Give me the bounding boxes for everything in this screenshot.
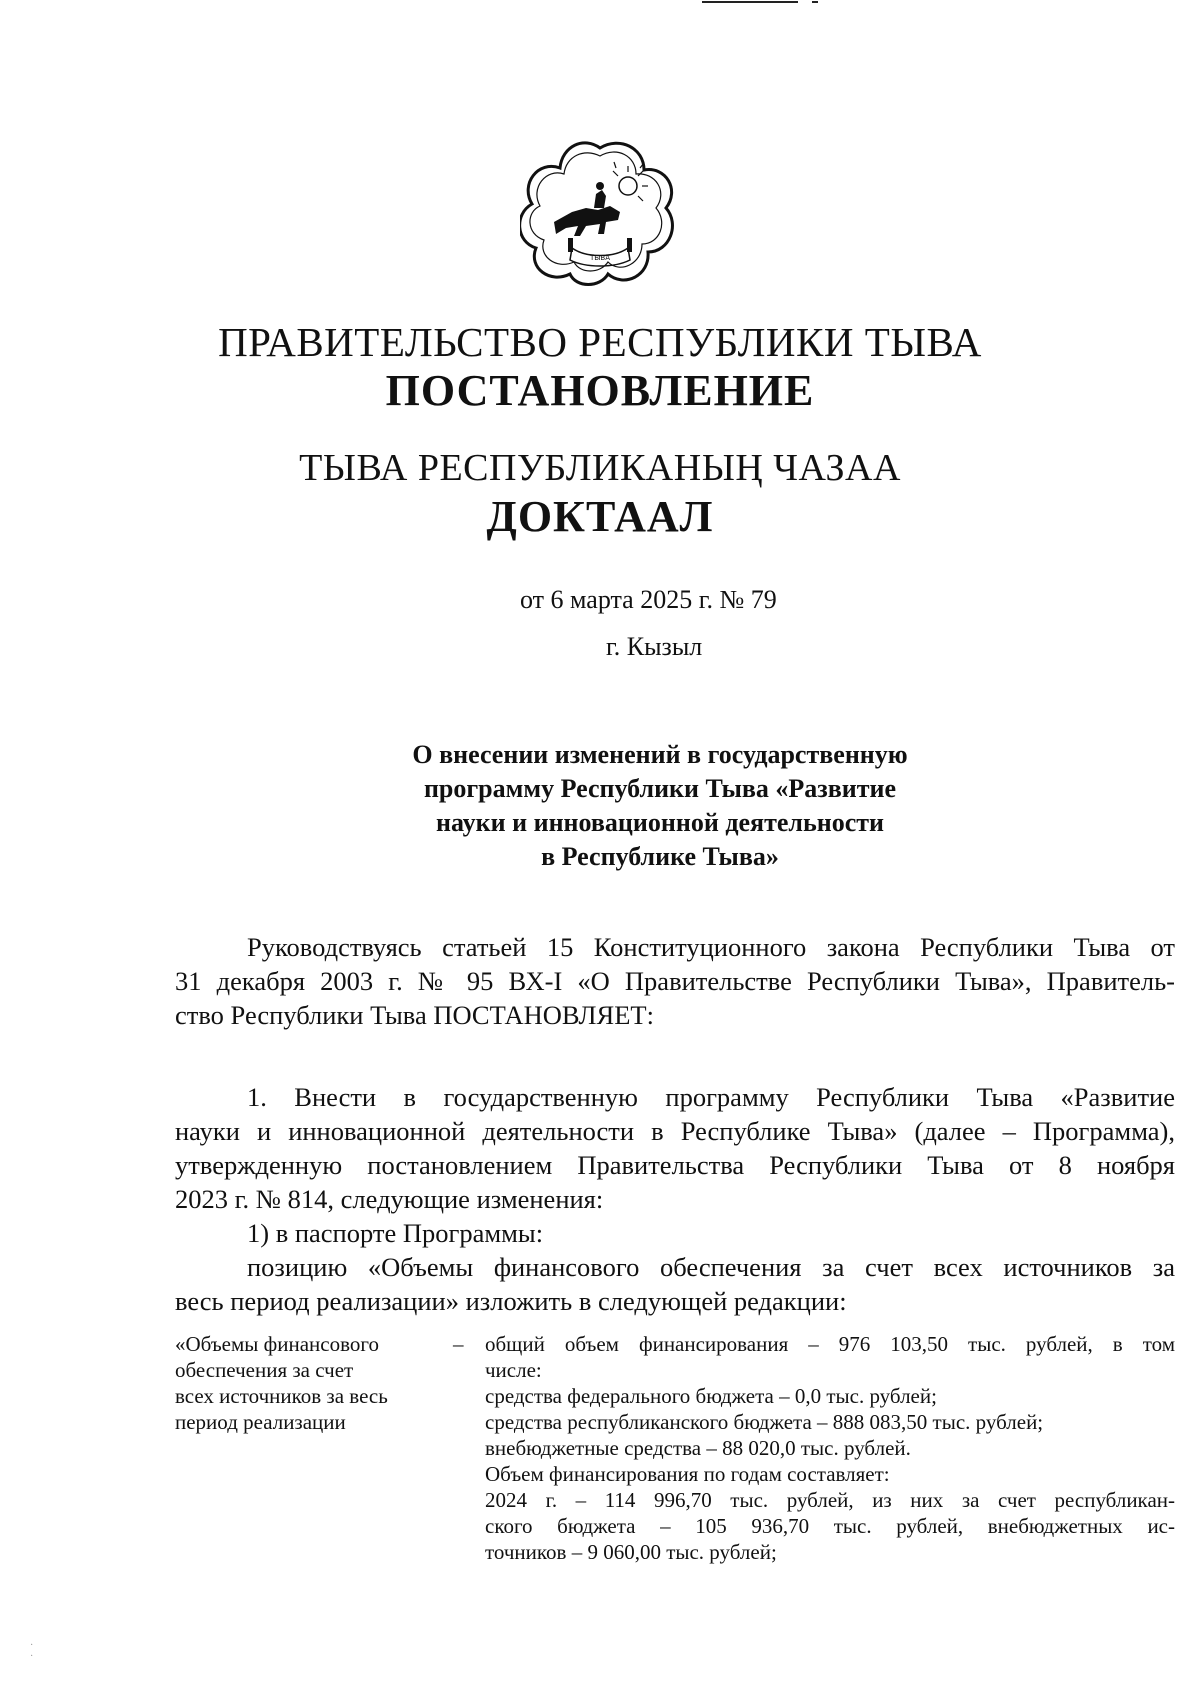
item-1-paragraph bbox=[175, 1080, 1175, 1318]
doc-type: ПОСТАНОВЛЕНИЕ bbox=[385, 366, 815, 415]
value-line: 2024 г. – 114 996,70 тыс. рублей, из них за счет республикан- bbox=[485, 1488, 1175, 1512]
value-line: числе: bbox=[485, 1358, 542, 1382]
value-line: ского бюджета – 105 936,70 тыс. рублей, внебюджетных ис- bbox=[485, 1514, 1175, 1538]
value-line: общий объем финансирования – 976 103,50 тыс. рублей, в том bbox=[485, 1332, 1175, 1356]
doc-type-tyvan: ДОКТААЛ bbox=[486, 492, 714, 541]
paragraph-line: позицию «Объемы финансового обеспечения за счет всех источников за bbox=[247, 1252, 1175, 1282]
subject-line: науки и инновационной деятельности bbox=[435, 808, 885, 837]
paragraph-line: Руководствуясь статьей 15 Конституционного закона Республики Тыва от bbox=[247, 932, 1175, 962]
passport-dash: – bbox=[453, 1332, 464, 1356]
scan-artifact: · · bbox=[30, 1640, 34, 1662]
label-line: период реализации bbox=[175, 1410, 346, 1434]
label-line: «Объемы финансового bbox=[175, 1332, 379, 1356]
paragraph-line: ство Республики Тыва ПОСТАНОВЛЯЕТ: bbox=[175, 1000, 654, 1030]
subject-line: в Республике Тыва» bbox=[541, 842, 779, 871]
org-title-tyvan: ТЫВА РЕСПУБЛИКАНЫҢ ЧАЗАА bbox=[299, 447, 901, 489]
document-subject bbox=[380, 738, 940, 874]
paragraph-line: утвержденную постановлением Правительства Республики Тыва от 8 ноября bbox=[175, 1150, 1175, 1180]
passport-label bbox=[175, 1331, 435, 1435]
value-line: средства федерального бюджета – 0,0 тыс. рублей; bbox=[485, 1384, 937, 1408]
value-line: средства республиканского бюджета – 888 083,50 тыс. рублей; bbox=[485, 1410, 1044, 1434]
date-and-number: от 6 марта 2025 г. № 79 bbox=[520, 585, 777, 614]
paragraph-line: 1) в паспорте Программы: bbox=[247, 1218, 544, 1248]
paragraph-line: 31 декабря 2003 г. № 95 ВХ-I «О Правительстве Республики Тыва», Правитель- bbox=[175, 966, 1175, 996]
tuva-emblem-icon bbox=[520, 138, 680, 298]
value-line: точников – 9 060,00 тыс. рублей; bbox=[485, 1540, 777, 1564]
paragraph-line: 2023 г. № 814, следующие изменения: bbox=[175, 1184, 604, 1214]
svg-text:ТЫВА: ТЫВА bbox=[589, 254, 611, 262]
label-line: обеспечения за счет bbox=[175, 1358, 354, 1382]
city: г. Кызыл bbox=[606, 632, 703, 661]
value-line: Объем финансирования по годам составляет: bbox=[485, 1462, 890, 1486]
preamble-paragraph bbox=[175, 930, 1175, 1032]
passport-value bbox=[485, 1331, 1175, 1565]
subject-line: программу Республики Тыва «Развитие bbox=[423, 774, 897, 803]
paragraph-line: 1. Внести в государственную программу Республики Тыва «Развитие bbox=[247, 1082, 1175, 1112]
scan-artifact bbox=[702, 0, 822, 4]
label-line: всех источников за весь bbox=[175, 1384, 388, 1408]
paragraph-line: весь период реализации» изложить в следующей редакции: bbox=[175, 1286, 847, 1316]
value-line: внебюджетные средства – 88 020,0 тыс. рублей. bbox=[485, 1436, 911, 1460]
subject-line: О внесении изменений в государственную bbox=[412, 740, 908, 769]
paragraph-line: науки и инновационной деятельности в Республике Тыва» (далее – Программа), bbox=[175, 1116, 1175, 1146]
org-title: ПРАВИТЕЛЬСТВО РЕСПУБЛИКИ ТЫВА bbox=[218, 319, 982, 365]
